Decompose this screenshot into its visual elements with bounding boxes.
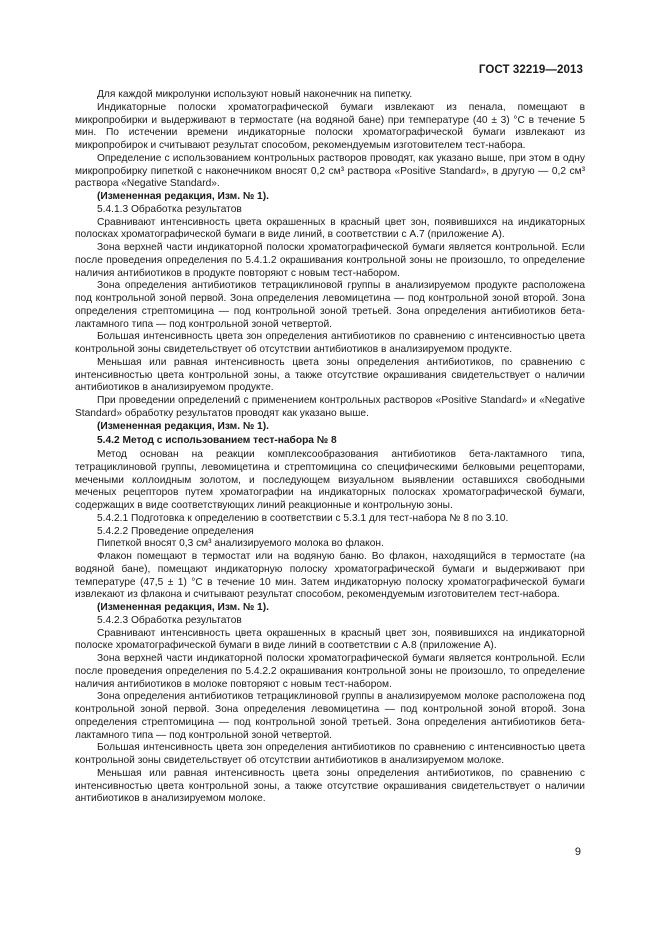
amendment-note: (Измененная редакция, Изм. № 1). [97, 191, 269, 202]
subsection-heading: 5.4.1.3 Обработка результатов [97, 203, 242, 215]
paragraph: Для каждой микролунки используют новый наконечник на пипетку. [97, 89, 413, 100]
subsection-heading: 5.4.2.1 Подготовка к определению в соответствии с 5.3.1 для тест-набора № 8 по 3.10. [97, 512, 509, 524]
amendment-note: (Измененная редакция, Изм. № 1). [97, 420, 269, 432]
subsection-heading: 5.4.2.3 Обработка результатов [97, 614, 242, 626]
standard-number-header: ГОСТ 32219—2013 [478, 64, 583, 76]
subsection-heading: 5.4.2.2 Проведение определения [97, 525, 254, 537]
paragraph: Сравнивают интенсивность цвета окрашенных в красный цвет зон, появившихся на индикаторных полосках хроматографической бумаги в виде линий, в соответствии с А.7 (приложение А). [75, 216, 585, 241]
paragraph: Метод основан на реакции комплексообразования антибиотиков бета-лактамного типа, тетрациклиновой группы, левомицетина и стрептомицина со специфическими белковыми рецепторами, мечеными коллоидным золотом, и последующем визуальном выявлении оставшихся свободными меченых рецепторов путем хроматографии на индикаторных полосках хроматографической бумаги, содержащих в виде соответствующих линий реакционные и контрольную зоны. [75, 449, 585, 511]
paragraph: Зона определения антибиотиков тетрациклиновой группы в анализируемом продукте расположена под контрольной зоной первой. Зона определения левомицетина — под контрольной зоной второй. Зона определения стрептомицина — под контрольной зоной третьей. Зона определения антибиотиков бета-лактамного типа — под контрольной зоной четвертой. [75, 280, 585, 330]
paragraph: Зона определения антибиотиков тетрациклиновой группы в анализируемом молоке расположена под контрольной зоной первой. Зона определения левомицетина — под контрольной зоной второй. Зона определения стрептомицина — под контрольной зоной третьей. Зона определения антибиотиков бета-лактамного типа — под контрольной зоной четвертой. [75, 691, 585, 741]
paragraph: Зона верхней части индикаторной полоски хроматографической бумаги является контрольной. Если после проведения определения по 5.4.2.2 окрашивания контрольной зоны не произошло, то определение наличия антибиотиков в молоке повторяют с новым тест-набором. [75, 653, 585, 690]
paragraph: Определение с использованием контрольных растворов проводят, как указано выше, при этом в одну микропробирку пипеткой с наконечником вносят 0,2 см³ раствора «Positive Standard», в другую — 0,2 см³ раствора «Negative Standard». [75, 152, 585, 190]
page-number: 9 [574, 846, 581, 858]
document-body [75, 89, 585, 806]
paragraph: Меньшая или равная интенсивность цвета зоны определения антибиотиков, по сравнению с интенсивностью цвета контрольной зоны, а также отсутствие окрашивания свидетельствует о наличии антибиотиков в анализируемом молоке. [75, 767, 585, 805]
paragraph: Флакон помещают в термостат или на водяную баню. Во флакон, находящийся в термостате (на водяной бане), помещают индикаторную полоску хроматографической бумаги и выдерживают при температуре (47,5 ± 1) °С в течение 10 мин. Затем индикаторную полоску хроматографической бумаги извлекают из флакона и считывают результат способом, рекомендуемым изготовителем тест-набора. [75, 551, 585, 601]
paragraph: Пипеткой вносят 0,3 см³ анализируемого молока во флакон. [97, 538, 384, 550]
paragraph: Индикаторные полоски хроматографической бумаги извлекают из пенала, помещают в микропробирки и выдерживают в термостате (на водяной бане) при температуре (40 ± 3) °С в течение 5 мин. По истечении времени индикаторные полоски хроматографической бумаги извлекают из микропробирок и считывают результат способом, рекомендуемым изготовителем тест-набора. [75, 101, 585, 151]
paragraph: Большая интенсивность цвета зон определения антибиотиков по сравнению с интенсивностью цвета контрольной зоны свидетельствует об отсутствии антибиотиков в анализируемом продукте. [75, 331, 585, 355]
paragraph: При проведении определений с применением контрольных растворов «Positive Standard» и «Negative Standard» обработку результатов проводят как указано выше. [75, 395, 585, 419]
paragraph: Меньшая или равная интенсивность цвета зоны определения антибиотиков, по сравнению с интенсивностью цвета контрольной зоны, а также отсутствие окрашивания свидетельствует о наличии антибиотиков в анализируемом продукте. [75, 356, 585, 394]
paragraph: Сравнивают интенсивность цвета окрашенных в красный цвет зон, появившихся на индикаторной полоске хроматографической бумаги в виде линий в соответствии с А.8 (приложение А). [75, 627, 585, 652]
amendment-note: (Измененная редакция, Изм. № 1). [97, 602, 269, 613]
paragraph: Большая интенсивность цвета зон определения антибиотиков по сравнению с интенсивностью цвета контрольной зоны свидетельствует об отсутствии антибиотиков в анализируемом молоке. [75, 742, 585, 766]
paragraph: Зона верхней части индикаторной полоски хроматографической бумаги является контрольной. Если после проведения определения по 5.4.1.2 окрашивания контрольной зоны не произошло, то определение наличия антибиотиков в продукте повторяют с новым тест-набором. [75, 242, 585, 279]
section-heading: 5.4.2 Метод с использованием тест-набора № 8 [97, 435, 337, 447]
